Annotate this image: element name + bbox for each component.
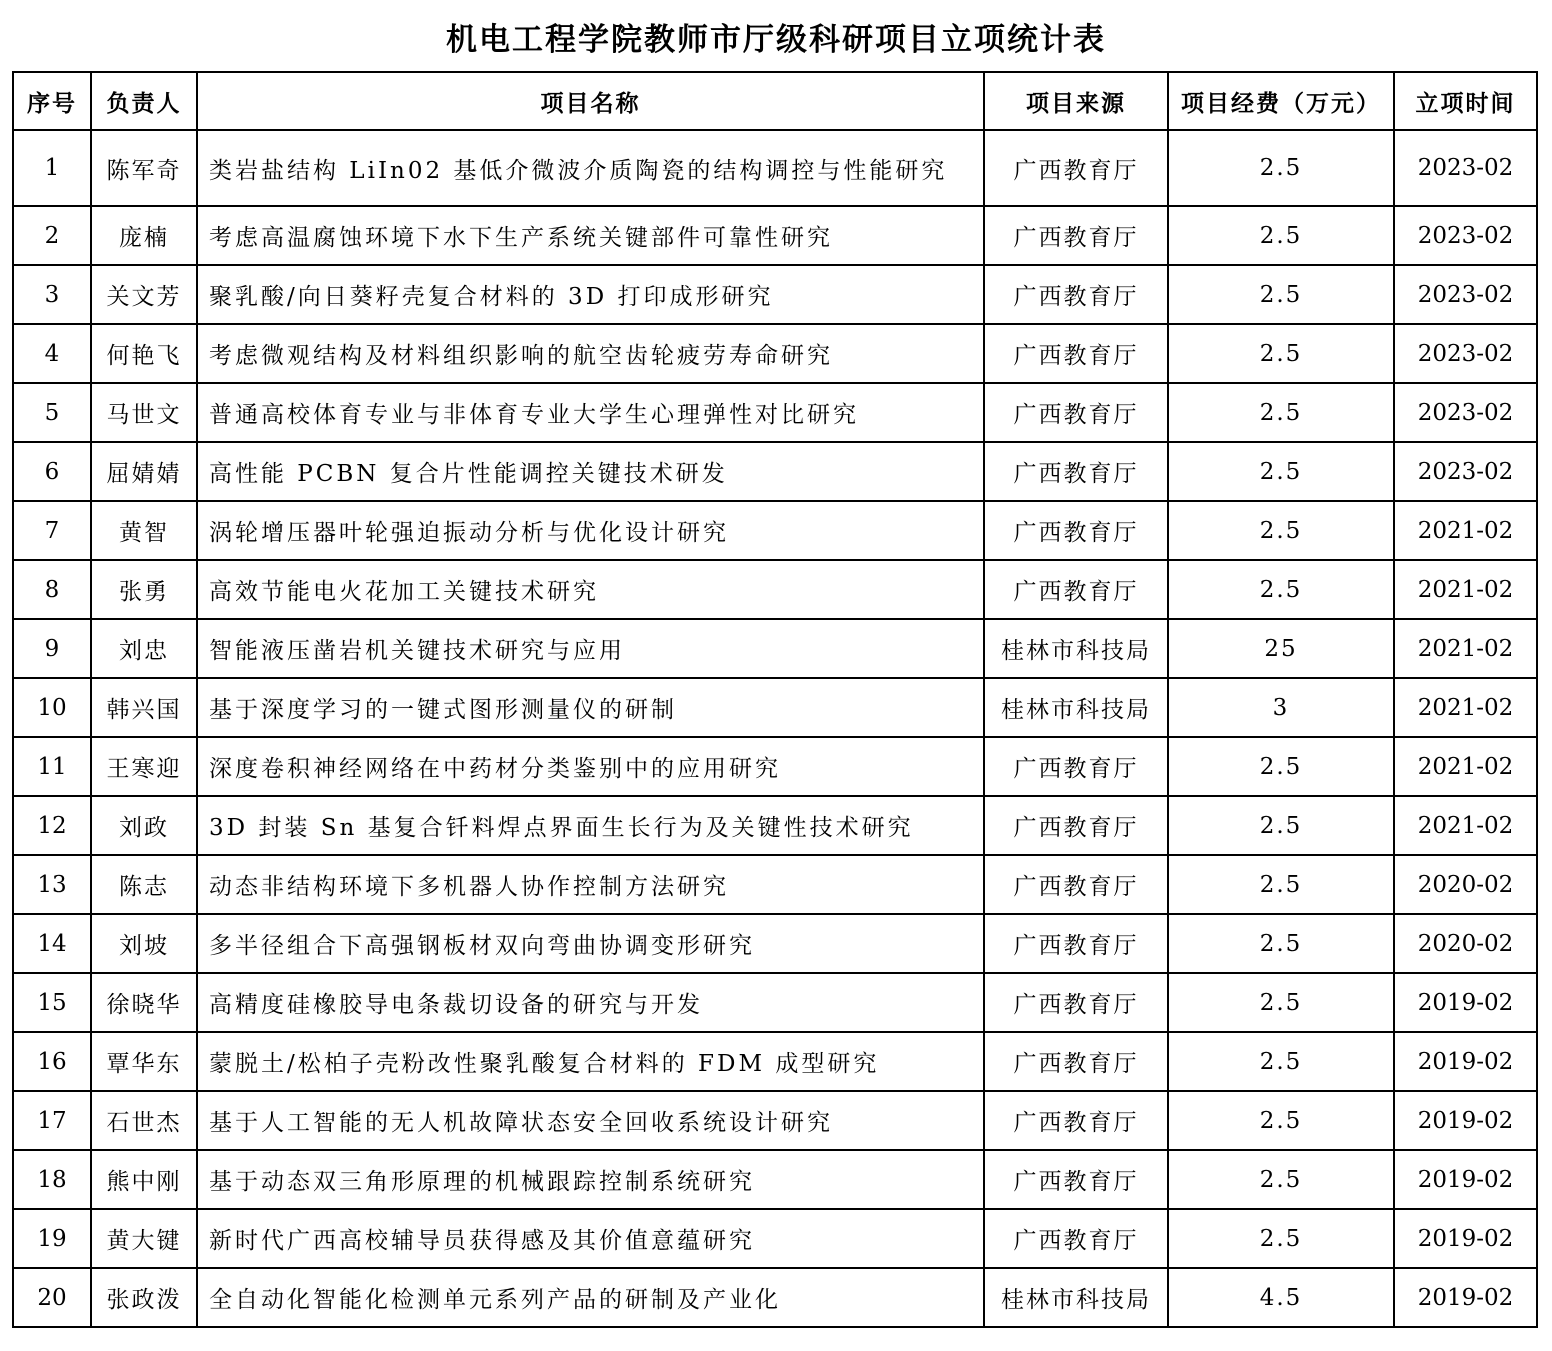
cell-no: 2	[13, 206, 91, 265]
cell-time: 2021-02	[1394, 737, 1537, 796]
cell-leader: 熊中刚	[91, 1150, 197, 1209]
cell-project-name: 动态非结构环境下多机器人协作控制方法研究	[197, 855, 984, 914]
cell-no: 12	[13, 796, 91, 855]
table-row	[13, 914, 1537, 973]
cell-project-name: 考虑微观结构及材料组织影响的航空齿轮疲劳寿命研究	[197, 324, 984, 383]
table-row	[13, 678, 1537, 737]
cell-no: 5	[13, 383, 91, 442]
cell-leader: 韩兴国	[91, 678, 197, 737]
cell-leader: 黄大键	[91, 1209, 197, 1268]
cell-project-name: 聚乳酸/向日葵籽壳复合材料的 3D 打印成形研究	[197, 265, 984, 324]
table-row	[13, 737, 1537, 796]
cell-leader: 覃华东	[91, 1032, 197, 1091]
table-row	[13, 855, 1537, 914]
cell-funding: 2.5	[1168, 206, 1394, 265]
cell-project-name: 全自动化智能化检测单元系列产品的研制及产业化	[197, 1268, 984, 1327]
table-row	[13, 619, 1537, 678]
cell-no: 19	[13, 1209, 91, 1268]
cell-time: 2019-02	[1394, 973, 1537, 1032]
header-project-name: 项目名称	[197, 72, 984, 130]
cell-no: 17	[13, 1091, 91, 1150]
cell-time: 2023-02	[1394, 324, 1537, 383]
cell-source: 广西教育厅	[984, 265, 1168, 324]
cell-leader: 张勇	[91, 560, 197, 619]
header-no: 序号	[13, 72, 91, 130]
cell-source: 广西教育厅	[984, 855, 1168, 914]
cell-leader: 石世杰	[91, 1091, 197, 1150]
table-row	[13, 501, 1537, 560]
table-row	[13, 1032, 1537, 1091]
table-body	[13, 130, 1537, 1327]
cell-leader: 刘政	[91, 796, 197, 855]
cell-no: 15	[13, 973, 91, 1032]
cell-no: 14	[13, 914, 91, 973]
cell-source: 广西教育厅	[984, 914, 1168, 973]
cell-no: 1	[13, 130, 91, 206]
cell-time: 2023-02	[1394, 442, 1537, 501]
cell-leader: 刘忠	[91, 619, 197, 678]
cell-project-name: 3D 封装 Sn 基复合钎料焊点界面生长行为及关键性技术研究	[197, 796, 984, 855]
table-row	[13, 324, 1537, 383]
cell-funding: 2.5	[1168, 1091, 1394, 1150]
cell-source: 广西教育厅	[984, 324, 1168, 383]
cell-project-name: 蒙脱土/松柏子壳粉改性聚乳酸复合材料的 FDM 成型研究	[197, 1032, 984, 1091]
cell-project-name: 高性能 PCBN 复合片性能调控关键技术研发	[197, 442, 984, 501]
cell-no: 20	[13, 1268, 91, 1327]
cell-project-name: 深度卷积神经网络在中药材分类鉴别中的应用研究	[197, 737, 984, 796]
cell-funding: 2.5	[1168, 560, 1394, 619]
cell-source: 广西教育厅	[984, 1150, 1168, 1209]
cell-funding: 2.5	[1168, 265, 1394, 324]
cell-leader: 陈军奇	[91, 130, 197, 206]
table-row	[13, 442, 1537, 501]
cell-time: 2021-02	[1394, 501, 1537, 560]
table-row	[13, 973, 1537, 1032]
header-funding: 项目经费（万元）	[1168, 72, 1394, 130]
cell-project-name: 高效节能电火花加工关键技术研究	[197, 560, 984, 619]
header-source: 项目来源	[984, 72, 1168, 130]
table-row	[13, 206, 1537, 265]
cell-source: 广西教育厅	[984, 1209, 1168, 1268]
table-row	[13, 1268, 1537, 1327]
table-row	[13, 130, 1537, 206]
cell-funding: 2.5	[1168, 1032, 1394, 1091]
cell-funding: 2.5	[1168, 796, 1394, 855]
table-row	[13, 265, 1537, 324]
cell-time: 2021-02	[1394, 796, 1537, 855]
cell-source: 广西教育厅	[984, 796, 1168, 855]
cell-source: 广西教育厅	[984, 560, 1168, 619]
cell-time: 2023-02	[1394, 206, 1537, 265]
cell-no: 11	[13, 737, 91, 796]
cell-project-name: 基于人工智能的无人机故障状态安全回收系统设计研究	[197, 1091, 984, 1150]
cell-funding: 2.5	[1168, 855, 1394, 914]
cell-leader: 陈志	[91, 855, 197, 914]
cell-no: 7	[13, 501, 91, 560]
cell-time: 2020-02	[1394, 855, 1537, 914]
cell-project-name: 智能液压凿岩机关键技术研究与应用	[197, 619, 984, 678]
cell-no: 16	[13, 1032, 91, 1091]
cell-source: 广西教育厅	[984, 973, 1168, 1032]
cell-time: 2023-02	[1394, 383, 1537, 442]
cell-funding: 4.5	[1168, 1268, 1394, 1327]
cell-source: 广西教育厅	[984, 206, 1168, 265]
cell-source: 广西教育厅	[984, 383, 1168, 442]
cell-source: 桂林市科技局	[984, 678, 1168, 737]
cell-source: 广西教育厅	[984, 130, 1168, 206]
cell-source: 广西教育厅	[984, 442, 1168, 501]
cell-project-name: 基于动态双三角形原理的机械跟踪控制系统研究	[197, 1150, 984, 1209]
cell-source: 广西教育厅	[984, 1032, 1168, 1091]
cell-funding: 2.5	[1168, 1209, 1394, 1268]
table-row	[13, 560, 1537, 619]
cell-leader: 黄智	[91, 501, 197, 560]
header-leader: 负责人	[91, 72, 197, 130]
cell-funding: 25	[1168, 619, 1394, 678]
cell-no: 13	[13, 855, 91, 914]
cell-leader: 庞楠	[91, 206, 197, 265]
table-row	[13, 1150, 1537, 1209]
cell-funding: 2.5	[1168, 324, 1394, 383]
cell-time: 2019-02	[1394, 1209, 1537, 1268]
cell-project-name: 多半径组合下高强钢板材双向弯曲协调变形研究	[197, 914, 984, 973]
cell-time: 2021-02	[1394, 678, 1537, 737]
cell-leader: 马世文	[91, 383, 197, 442]
cell-leader: 关文芳	[91, 265, 197, 324]
cell-funding: 2.5	[1168, 914, 1394, 973]
cell-project-name: 涡轮增压器叶轮强迫振动分析与优化设计研究	[197, 501, 984, 560]
cell-time: 2023-02	[1394, 265, 1537, 324]
cell-leader: 徐晓华	[91, 973, 197, 1032]
cell-no: 18	[13, 1150, 91, 1209]
cell-funding: 2.5	[1168, 973, 1394, 1032]
cell-source: 桂林市科技局	[984, 619, 1168, 678]
cell-source: 广西教育厅	[984, 1091, 1168, 1150]
cell-funding: 2.5	[1168, 442, 1394, 501]
cell-time: 2020-02	[1394, 914, 1537, 973]
cell-time: 2021-02	[1394, 619, 1537, 678]
cell-source: 桂林市科技局	[984, 1268, 1168, 1327]
cell-leader: 刘坡	[91, 914, 197, 973]
cell-leader: 张政泼	[91, 1268, 197, 1327]
cell-funding: 2.5	[1168, 501, 1394, 560]
table-row	[13, 1209, 1537, 1268]
cell-time: 2019-02	[1394, 1150, 1537, 1209]
cell-project-name: 新时代广西高校辅导员获得感及其价值意蕴研究	[197, 1209, 984, 1268]
cell-leader: 何艳飞	[91, 324, 197, 383]
cell-project-name: 类岩盐结构 LiIn02 基低介微波介质陶瓷的结构调控与性能研究	[197, 130, 984, 206]
cell-leader: 屈婧婧	[91, 442, 197, 501]
cell-time: 2019-02	[1394, 1268, 1537, 1327]
cell-no: 8	[13, 560, 91, 619]
cell-project-name: 高精度硅橡胶导电条裁切设备的研究与开发	[197, 973, 984, 1032]
cell-source: 广西教育厅	[984, 737, 1168, 796]
cell-no: 4	[13, 324, 91, 383]
cell-time: 2019-02	[1394, 1091, 1537, 1150]
cell-time: 2023-02	[1394, 130, 1537, 206]
cell-funding: 2.5	[1168, 737, 1394, 796]
table-header-row	[13, 72, 1537, 130]
cell-leader: 王寒迎	[91, 737, 197, 796]
page-title: 机电工程学院教师市厅级科研项目立项统计表	[446, 22, 1106, 58]
header-time: 立项时间	[1394, 72, 1537, 130]
cell-funding: 2.5	[1168, 383, 1394, 442]
cell-no: 10	[13, 678, 91, 737]
cell-time: 2021-02	[1394, 560, 1537, 619]
cell-funding: 2.5	[1168, 1150, 1394, 1209]
cell-funding: 3	[1168, 678, 1394, 737]
project-stats-table	[12, 71, 1538, 1328]
cell-source: 广西教育厅	[984, 501, 1168, 560]
cell-time: 2019-02	[1394, 1032, 1537, 1091]
cell-no: 6	[13, 442, 91, 501]
cell-no: 3	[13, 265, 91, 324]
cell-project-name: 基于深度学习的一键式图形测量仪的研制	[197, 678, 984, 737]
cell-project-name: 考虑高温腐蚀环境下水下生产系统关键部件可靠性研究	[197, 206, 984, 265]
table-row	[13, 796, 1537, 855]
table-row	[13, 383, 1537, 442]
table-row	[13, 1091, 1537, 1150]
cell-funding: 2.5	[1168, 130, 1394, 206]
cell-project-name: 普通高校体育专业与非体育专业大学生心理弹性对比研究	[197, 383, 984, 442]
cell-no: 9	[13, 619, 91, 678]
